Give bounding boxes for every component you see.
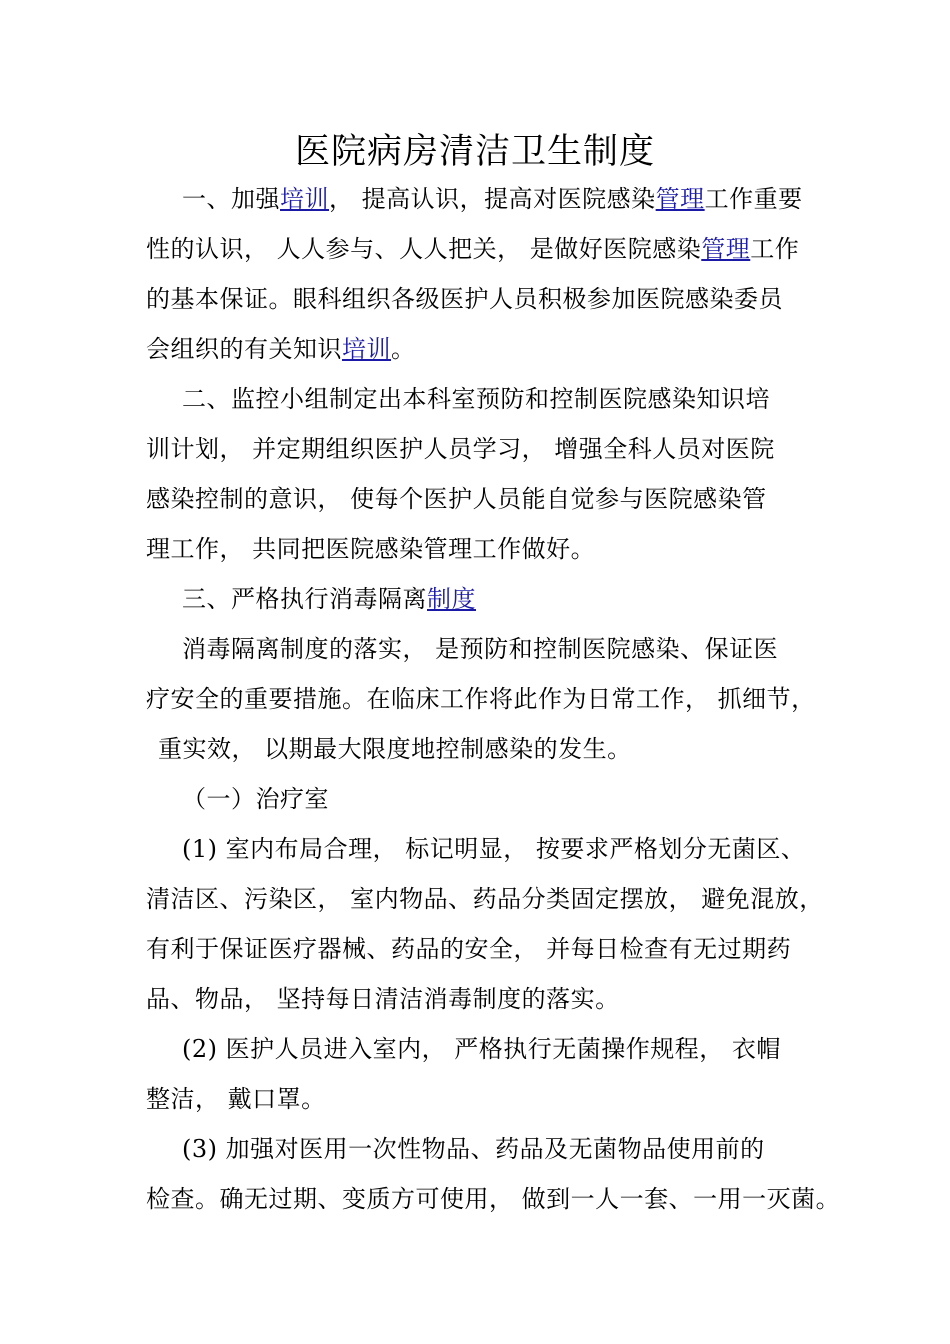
text-segment: 消毒隔离制度的落实， 是预防和控制医院感染、保证医 (182, 635, 779, 663)
text-line (182, 1133, 765, 1165)
text-segment: 会组织的有关知识 (146, 335, 342, 363)
text-line (146, 283, 783, 315)
text-segment: 工作 (750, 235, 800, 263)
text-line (182, 183, 803, 215)
text-line (146, 233, 799, 265)
document-title: 医院病房清洁卫生制度 (294, 132, 655, 172)
text-segment: (3) 加强对医用一次性物品、药品及无菌物品使用前的 (182, 1135, 765, 1163)
text-segment: 训计划， 并定期组织医护人员学习， 增强全科人员对医院 (146, 435, 775, 463)
text-segment: 理工作， 共同把医院感染管理工作做好。 (146, 535, 596, 563)
text-segment: 。 (391, 335, 416, 363)
text-segment: 清洁区、污染区， 室内物品、药品分类固定摆放， 避免混放， (146, 885, 824, 913)
text-segment: 重实效， 以期最大限度地控制感染的发生。 (158, 735, 632, 763)
text-line (182, 783, 329, 815)
text-segment: 整洁， 戴口罩。 (146, 1085, 326, 1113)
text-segment: 一、加强 (182, 185, 280, 213)
text-line (146, 1083, 326, 1115)
text-line (182, 833, 805, 865)
text-segment: 三、严格执行消毒隔离 (182, 585, 427, 613)
text-line (182, 633, 778, 665)
text-segment: (2) 医护人员进入室内， 严格执行无菌操作规程， 衣帽 (182, 1035, 781, 1063)
text-line (182, 583, 476, 615)
text-segment: 的基本保证。眼科组织各级医护人员积极参加医院感染委员 (146, 285, 783, 313)
text-line (182, 383, 770, 415)
inline-link[interactable]: 培训 (342, 335, 391, 363)
inline-link[interactable]: 制度 (427, 585, 476, 613)
text-line (146, 433, 775, 465)
text-segment: ， 提高认识，提高对医院感染 (329, 185, 656, 213)
text-line (182, 1033, 781, 1065)
text-line (146, 683, 816, 715)
inline-link[interactable]: 培训 (280, 185, 329, 213)
inline-link[interactable]: 管理 (701, 235, 751, 263)
text-segment: 检查。确无过期、变质方可使用， 做到一人一套、一用一灭菌。 (146, 1185, 841, 1213)
text-segment: 性的认识， 人人参与、人人把关， 是做好医院感染 (146, 235, 702, 263)
text-line (146, 933, 791, 965)
text-line (146, 483, 767, 515)
text-segment: （一）治疗室 (182, 785, 329, 813)
text-segment: 疗安全的重要措施。在临床工作将此作为日常工作， 抓细节， (146, 685, 816, 713)
text-segment: 工作重要 (704, 185, 803, 213)
text-line (146, 883, 824, 915)
text-segment: 二、监控小组制定出本科室预防和控制医院感染知识培 (182, 385, 770, 413)
text-line (146, 333, 416, 365)
text-line (146, 533, 595, 565)
text-line (158, 733, 632, 765)
text-line (146, 1183, 840, 1215)
text-segment: 品、物品， 坚持每日清洁消毒制度的落实。 (146, 985, 620, 1013)
text-line (146, 983, 620, 1015)
text-segment: 感染控制的意识， 使每个医护人员能自觉参与医院感染管 (146, 485, 767, 513)
text-segment: 有利于保证医疗器械、药品的安全， 并每日检查有无过期药 (146, 935, 792, 963)
text-segment: (1) 室内布局合理， 标记明显， 按要求严格划分无菌区、 (182, 835, 806, 863)
inline-link[interactable]: 管理 (655, 185, 705, 213)
